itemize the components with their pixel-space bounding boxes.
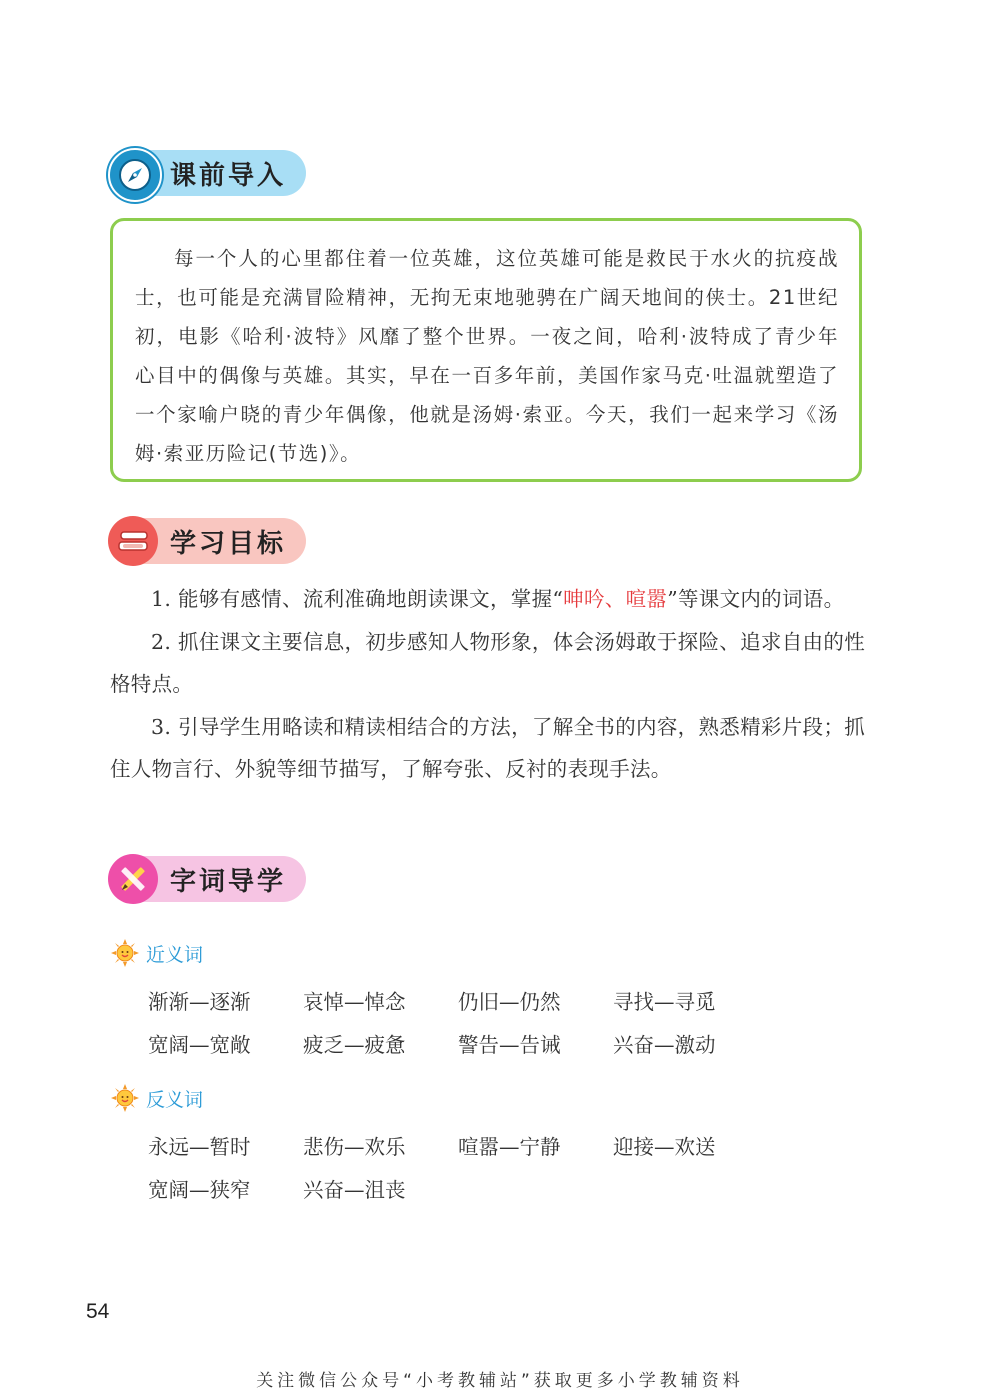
antonym-pair: 喧嚣—宁静: [458, 1135, 561, 1159]
antonym-pair: 永远—暂时: [148, 1135, 251, 1159]
synonym-pair: 渐渐—逐渐: [148, 990, 251, 1014]
books-icon: [108, 516, 158, 566]
synonyms-header: [110, 936, 203, 970]
goals-list: [110, 578, 865, 791]
pencil-ruler-icon: [108, 854, 158, 904]
synonym-pair: 仍旧—仍然: [458, 990, 561, 1014]
goal-1-keyword-1: 呻吟: [563, 587, 605, 611]
intro-box: [110, 218, 862, 482]
goal-1-keyword-2: 喧嚣: [625, 587, 668, 611]
page-number: 54: [86, 1300, 110, 1323]
antonyms-label: 反义词: [146, 1088, 204, 1111]
synonym-pair: 哀悼—悼念: [303, 990, 406, 1014]
sun-icon: [110, 1083, 140, 1113]
compass-icon: [108, 148, 162, 202]
intro-paragraph: 每一个人的心里都住着一位英雄，这位英雄可能是救民于水火的抗疫战士，也可能是充满冒险精神，无拘无束地驰骋在广阔天地间的侠士。21世纪初，电影《哈利·波特》风靡了整个世界。一夜之间，哈利·波特成了青少年心目中的偶像与英雄。其实，早在一百多年前，美国作家马克·吐温就塑造了一个家喻户晓的青少年偶像，他就是汤姆·索亚。今天，我们一起来学习《汤姆·索亚历险记(节选)》。: [135, 247, 839, 465]
sun-icon: [110, 938, 140, 968]
section-title-goals: 学习目标: [170, 528, 287, 559]
synonyms-grid: [148, 988, 788, 1060]
antonyms-header: [110, 1081, 203, 1115]
footer-note: 关注微信公众号“小考教辅站”获取更多小学教辅资料: [256, 1371, 744, 1391]
synonyms-label: 近义词: [146, 943, 204, 966]
antonyms-grid: [148, 1133, 788, 1205]
section-header-goals: [110, 518, 306, 564]
goal-item-3: 3. 引导学生用略读和精读相结合的方法，了解全书的内容，熟悉精彩片段；抓住人物言行、外貌等细节描写，了解夸张、反衬的表现手法。: [110, 714, 865, 781]
section-title-words: 字词导学: [170, 866, 287, 897]
synonym-pair: 寻找—寻觅: [613, 990, 716, 1014]
goal-1-separator: 、: [604, 587, 626, 611]
antonym-pair: 悲伤—欢乐: [303, 1135, 406, 1159]
goal-item-2: 2. 抓住课文主要信息，初步感知人物形象，体会汤姆敢于探险、追求自由的性格特点。: [110, 629, 865, 696]
synonym-pair: 警告—告诫: [458, 1033, 561, 1057]
section-title-intro: 课前导入: [170, 160, 287, 191]
goal-1-text-b: ”等课文内的词语。: [667, 587, 845, 611]
goal-item-1: [110, 578, 865, 621]
synonym-pair: 宽阔—宽敞: [148, 1033, 251, 1057]
section-header-intro: [110, 150, 306, 196]
antonym-pair: 宽阔—狭窄: [148, 1178, 251, 1202]
synonym-pair: 兴奋—激动: [613, 1033, 716, 1057]
section-header-words: [110, 856, 306, 902]
synonym-pair: 疲乏—疲惫: [303, 1033, 406, 1057]
antonym-pair: 兴奋—沮丧: [303, 1178, 406, 1202]
goal-1-text-a: 1. 能够有感情、流利准确地朗读课文，掌握“: [151, 587, 564, 611]
antonym-pair: 迎接—欢送: [613, 1135, 716, 1159]
